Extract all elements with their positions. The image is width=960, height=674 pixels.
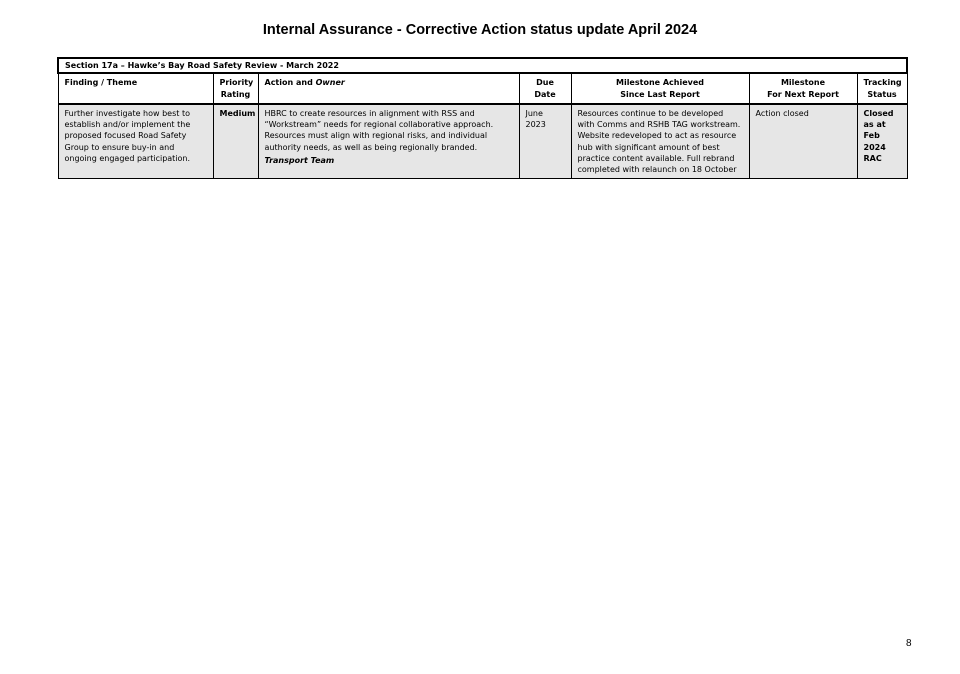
cell-finding: Further investigate how best to establish and/or implement the proposed focused Road Safety Group to ensure buy-in and ongoing engaged participation. (58, 104, 213, 178)
cell-milestone-next: Action closed (749, 104, 857, 178)
header-tracking-line1: Tracking (863, 78, 902, 88)
header-priority (213, 73, 258, 104)
header-tracking-status (857, 73, 907, 104)
header-finding (58, 73, 213, 104)
action-owner: Transport Team (264, 156, 335, 166)
header-milestone-achieved-line1: Milestone Achieved (615, 78, 705, 88)
document-title: Internal Assurance - Corrective Action status update April 2024 (262, 22, 698, 38)
cell-action (258, 104, 519, 178)
header-priority-line1: Priority (219, 78, 254, 88)
corrective-action-table (57, 57, 908, 179)
table-row (58, 104, 907, 178)
cell-due-date: June 2023 (519, 104, 571, 178)
cell-milestone-achieved: Resources continue to be developed with Comms and RSHB TAG workstream. Website redeveloped to act as resource hub with significant amount of best practice content available. Full rebrand completed with relaunch on 18 October (571, 104, 749, 178)
header-milestone-achieved-line2: Since Last Report (620, 89, 700, 99)
header-action-label: Action and (264, 78, 316, 88)
header-action (258, 73, 519, 104)
action-text: HBRC to create resources in alignment with RSS and “Workstream” needs for regional collaborative approach. Resources must align with regional risks, and individual authority needs, as well as being regionally branded. (264, 108, 494, 152)
header-milestone-next-line1: Milestone (780, 78, 826, 88)
section-header-row (58, 58, 907, 73)
header-owner-label: Owner (315, 78, 345, 88)
page-number: 8 (906, 638, 912, 649)
header-tracking-line2: Status (867, 89, 897, 99)
header-due-date (519, 73, 571, 104)
cell-priority: Medium (213, 104, 258, 178)
header-milestone-next-line2: For Next Report (767, 89, 839, 99)
column-header-row (58, 73, 907, 104)
header-due-date-label: Due Date (534, 78, 556, 99)
header-priority-line2: Rating (220, 89, 251, 99)
cell-tracking-status: Closed as at Feb 2024 RAC (857, 104, 907, 178)
header-milestone-achieved (571, 73, 749, 104)
header-milestone-next (749, 73, 857, 104)
header-finding-label: Finding / Theme (64, 78, 138, 88)
section-title: Section 17a – Hawke’s Bay Road Safety Review - March 2022 (58, 58, 907, 73)
